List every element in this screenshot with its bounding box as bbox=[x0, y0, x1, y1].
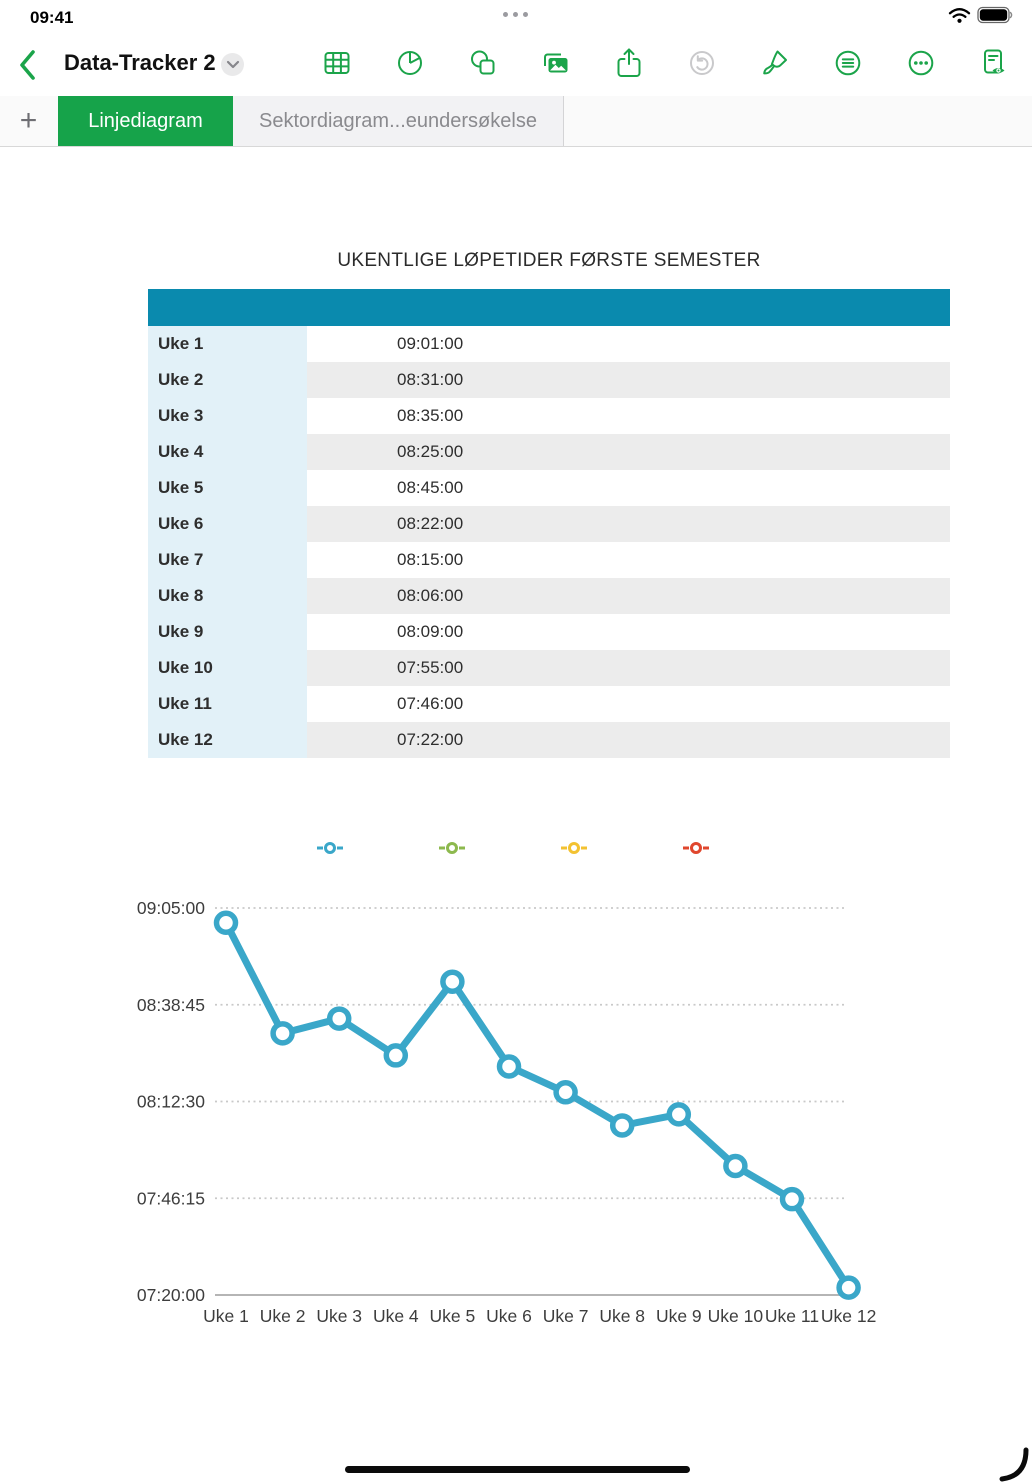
row-value: 08:35:00 bbox=[307, 398, 950, 434]
row-value: 08:45:00 bbox=[307, 470, 950, 506]
row-label: Uke 7 bbox=[148, 542, 307, 578]
multitasking-dots-icon[interactable] bbox=[503, 12, 528, 17]
x-tick-label: Uke 1 bbox=[203, 1306, 249, 1326]
table-row[interactable] bbox=[148, 650, 950, 686]
table-header-row[interactable] bbox=[148, 289, 950, 326]
chart-legend[interactable] bbox=[317, 840, 709, 856]
pen-stroke-mark bbox=[990, 1442, 1032, 1484]
x-tick-label: Uke 5 bbox=[429, 1306, 476, 1326]
data-point[interactable] bbox=[386, 1046, 405, 1065]
share-button[interactable] bbox=[614, 47, 644, 83]
row-label: Uke 3 bbox=[148, 398, 307, 434]
document-title[interactable]: Data-Tracker 2 bbox=[64, 50, 216, 75]
chevron-down-icon bbox=[226, 56, 240, 74]
y-tick-label: 09:05:00 bbox=[136, 898, 205, 918]
row-label: Uke 6 bbox=[148, 506, 307, 542]
more-button[interactable] bbox=[906, 47, 936, 83]
tab-linjediagram[interactable]: Linjediagram bbox=[58, 96, 233, 146]
shapes-icon bbox=[468, 48, 498, 83]
undo-icon bbox=[687, 48, 717, 83]
status-time: 09:41 bbox=[30, 8, 74, 27]
x-tick-label: Uke 2 bbox=[259, 1306, 306, 1326]
table-body bbox=[148, 326, 950, 758]
row-label: Uke 4 bbox=[148, 434, 307, 470]
more-ellipsis-icon bbox=[906, 48, 936, 83]
row-label: Uke 1 bbox=[148, 326, 307, 362]
row-label: Uke 9 bbox=[148, 614, 307, 650]
data-point[interactable] bbox=[613, 1116, 632, 1135]
title-dropdown-button[interactable] bbox=[221, 53, 244, 76]
data-point[interactable] bbox=[217, 913, 236, 932]
table-row[interactable] bbox=[148, 614, 950, 650]
row-value: 08:31:00 bbox=[307, 362, 950, 398]
x-tick-label: Uke 6 bbox=[486, 1306, 532, 1326]
legend-marker-icon bbox=[561, 840, 587, 856]
legend-marker-icon bbox=[317, 840, 343, 856]
media-icon bbox=[540, 48, 572, 83]
x-tick-label: Uke 10 bbox=[707, 1306, 764, 1326]
row-value: 08:25:00 bbox=[307, 434, 950, 470]
row-value: 08:06:00 bbox=[307, 578, 950, 614]
row-value: 08:22:00 bbox=[307, 506, 950, 542]
back-button[interactable] bbox=[16, 48, 40, 82]
undo-button[interactable] bbox=[687, 47, 717, 83]
data-point[interactable] bbox=[443, 972, 462, 991]
table-row[interactable] bbox=[148, 722, 950, 758]
insert-media-button[interactable] bbox=[541, 47, 571, 83]
x-tick-label: Uke 9 bbox=[655, 1306, 702, 1326]
wifi-icon bbox=[948, 7, 971, 29]
table-row[interactable] bbox=[148, 506, 950, 542]
row-label: Uke 11 bbox=[148, 686, 307, 722]
back-chevron-icon bbox=[16, 69, 40, 86]
table-row[interactable] bbox=[148, 326, 950, 362]
table-row[interactable] bbox=[148, 578, 950, 614]
y-tick-label: 07:20:00 bbox=[136, 1285, 205, 1305]
data-point[interactable] bbox=[726, 1157, 745, 1176]
x-tick-label: Uke 7 bbox=[542, 1306, 589, 1326]
y-tick-label: 07:46:15 bbox=[136, 1188, 205, 1209]
row-value: 07:55:00 bbox=[307, 650, 950, 686]
data-point[interactable] bbox=[273, 1024, 292, 1043]
share-icon bbox=[614, 47, 644, 84]
data-point[interactable] bbox=[330, 1009, 349, 1028]
series-line bbox=[226, 923, 849, 1288]
row-label: Uke 10 bbox=[148, 650, 307, 686]
paintbrush-icon bbox=[759, 47, 791, 84]
insert-shape-button[interactable] bbox=[468, 47, 498, 83]
row-value: 08:15:00 bbox=[307, 542, 950, 578]
line-chart[interactable] bbox=[120, 880, 890, 1340]
row-label: Uke 2 bbox=[148, 362, 307, 398]
sheet-tab-bar bbox=[0, 96, 1032, 147]
row-label: Uke 5 bbox=[148, 470, 307, 506]
legend-marker-icon bbox=[683, 840, 709, 856]
data-point[interactable] bbox=[783, 1190, 802, 1209]
format-button[interactable] bbox=[833, 47, 863, 83]
table-row[interactable] bbox=[148, 434, 950, 470]
data-table[interactable] bbox=[148, 289, 950, 758]
table-row[interactable] bbox=[148, 686, 950, 722]
y-tick-label: 08:12:30 bbox=[136, 1091, 205, 1112]
table-row[interactable] bbox=[148, 542, 950, 578]
x-tick-label: Uke 11 bbox=[764, 1306, 820, 1326]
data-point[interactable] bbox=[669, 1105, 688, 1124]
add-sheet-button[interactable]: + bbox=[19, 104, 38, 137]
x-tick-label: Uke 8 bbox=[599, 1306, 646, 1326]
legend-marker-icon bbox=[439, 840, 465, 856]
y-tick-label: 08:38:45 bbox=[136, 994, 205, 1015]
battery-icon bbox=[977, 6, 1014, 29]
view-options-button[interactable] bbox=[979, 47, 1009, 83]
data-point[interactable] bbox=[500, 1057, 519, 1076]
table-icon bbox=[322, 48, 352, 83]
row-value: 09:01:00 bbox=[307, 326, 950, 362]
insert-table-button[interactable] bbox=[322, 47, 352, 83]
data-point[interactable] bbox=[839, 1278, 858, 1297]
table-row[interactable] bbox=[148, 398, 950, 434]
style-button[interactable] bbox=[760, 47, 790, 83]
table-row[interactable] bbox=[148, 470, 950, 506]
insert-chart-button[interactable] bbox=[395, 47, 425, 83]
x-tick-label: Uke 4 bbox=[372, 1306, 419, 1326]
pie-chart-icon bbox=[395, 48, 425, 83]
row-value: 08:09:00 bbox=[307, 614, 950, 650]
row-value: 07:46:00 bbox=[307, 686, 950, 722]
row-value: 07:22:00 bbox=[307, 722, 950, 758]
home-indicator[interactable] bbox=[345, 1466, 690, 1473]
table-title[interactable]: UKENTLIGE LØPETIDER FØRSTE SEMESTER bbox=[337, 250, 761, 271]
row-label: Uke 8 bbox=[148, 578, 307, 614]
row-label: Uke 12 bbox=[148, 722, 307, 758]
data-point[interactable] bbox=[556, 1083, 575, 1102]
x-tick-label: Uke 12 bbox=[820, 1306, 877, 1326]
tab-sektordiagram[interactable]: Sektordiagram...eundersøkelse bbox=[233, 96, 564, 146]
document-eye-icon bbox=[977, 47, 1011, 84]
format-lines-icon bbox=[833, 48, 863, 83]
x-tick-label: Uke 3 bbox=[316, 1306, 363, 1326]
table-row[interactable] bbox=[148, 362, 950, 398]
toolbar bbox=[0, 34, 1032, 96]
